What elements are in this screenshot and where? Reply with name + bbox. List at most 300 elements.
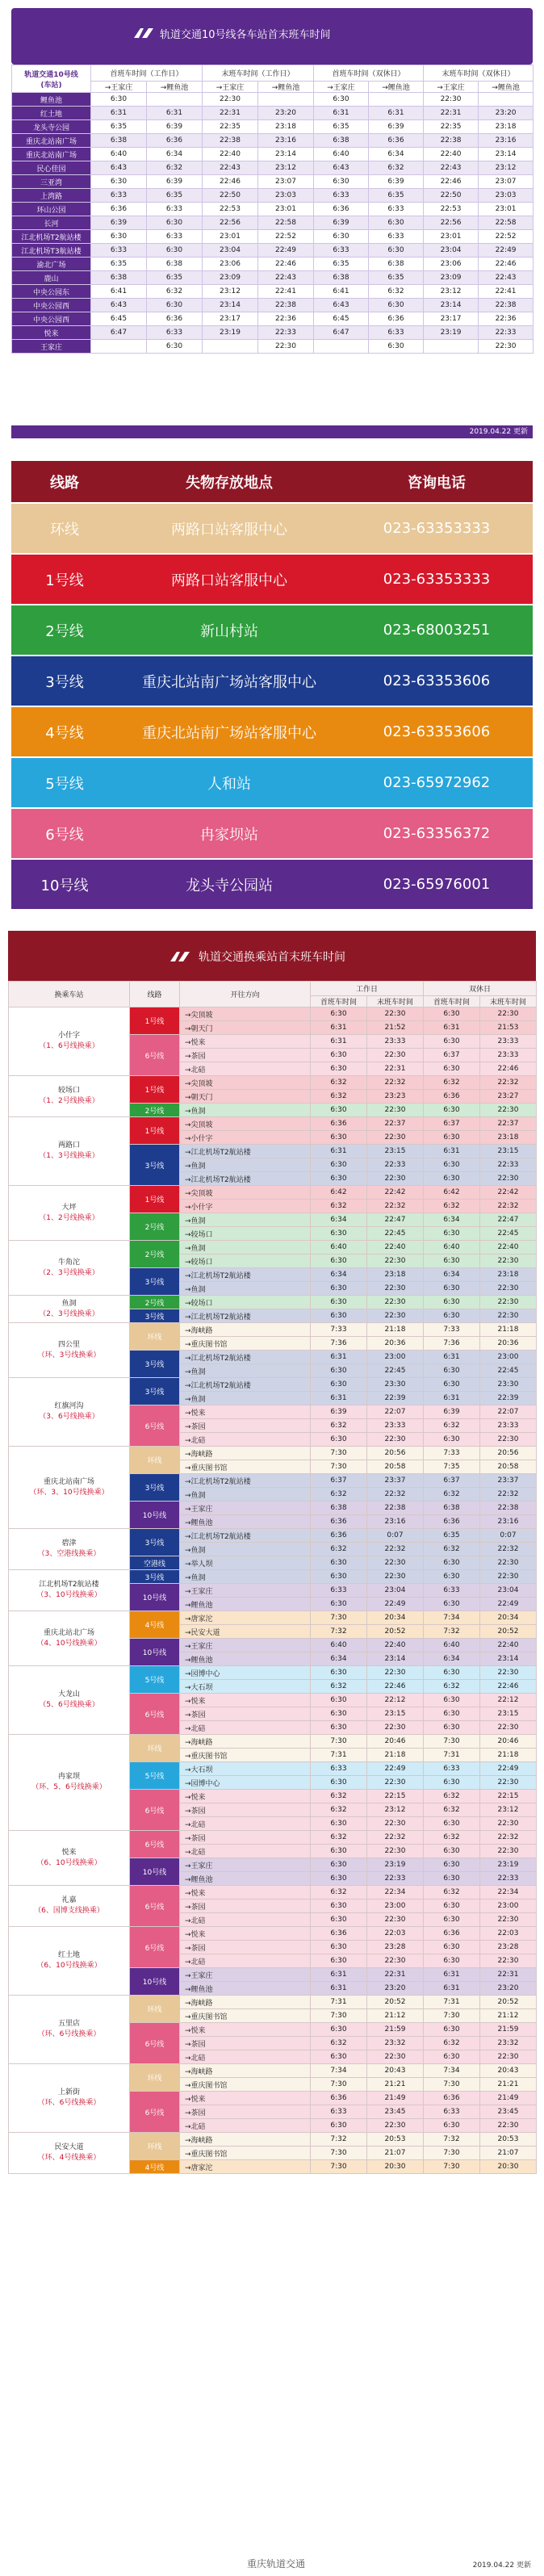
time-cell: 6:40 — [424, 1241, 480, 1254]
time-cell: 23:07 — [258, 175, 314, 189]
time-cell: 23:12 — [424, 285, 479, 299]
direction: →重庆图书馆 — [180, 2078, 311, 2092]
line-badge: 2号线 — [130, 1241, 180, 1268]
transfer-row — [9, 1996, 537, 2009]
time-cell: 22:38 — [367, 1502, 424, 1515]
time-cell: 6:36 — [369, 134, 424, 148]
direction: →海峡路 — [180, 2133, 311, 2147]
time-cell: 6:32 — [311, 2037, 367, 2050]
time-cell: 6:36 — [147, 312, 203, 326]
line-badge: 1号线 — [130, 1076, 180, 1104]
time-cell: 23:12 — [258, 161, 314, 175]
transfer-row — [9, 1735, 537, 1749]
direction: →小什字 — [180, 1200, 311, 1213]
time-cell: 22:42 — [367, 1186, 424, 1200]
time-cell: 22:32 — [367, 1076, 424, 1090]
time-cell: 6:42 — [424, 1186, 480, 1200]
time-cell: 6:30 — [311, 2050, 367, 2064]
time-cell: 23:12 — [480, 1803, 537, 1817]
time-cell: 22:30 — [480, 1721, 537, 1735]
time-cell: 23:04 — [480, 1584, 537, 1598]
time-cell: 6:30 — [424, 1254, 480, 1268]
time-cell: 6:38 — [369, 258, 424, 271]
time-cell: 6:33 — [369, 326, 424, 340]
station-name: 悦来 — [12, 326, 91, 340]
transfer-station — [9, 1996, 130, 2064]
line-badge: 环线 — [130, 1996, 180, 2023]
time-cell: 23:14 — [479, 148, 534, 161]
line10-schedule-section — [0, 0, 544, 454]
station-name: 长河 — [12, 216, 91, 230]
time-cell: 22:30 — [367, 1433, 424, 1447]
time-cell: 6:32 — [424, 1790, 480, 1803]
time-cell: 21:07 — [367, 2147, 424, 2160]
time-cell: 22:32 — [367, 1543, 424, 1556]
line-badge: 环线 — [130, 1735, 180, 1762]
time-cell: 6:34 — [424, 1652, 480, 1666]
direction: →唐家沱 — [180, 1611, 311, 1625]
time-cell: 6:32 — [369, 285, 424, 299]
time-cell: 22:43 — [203, 161, 258, 175]
direction: →江北机场T2航站楼 — [180, 1378, 311, 1392]
time-cell: 22:30 — [480, 1007, 537, 1021]
h-dir: 开往方向 — [180, 982, 311, 1007]
time-cell: 6:40 — [311, 1241, 367, 1254]
transfer-row — [9, 1927, 537, 1941]
line-badge: 3号线 — [130, 1570, 180, 1584]
time-cell: 22:30 — [480, 1570, 537, 1584]
transfer-station — [9, 1831, 130, 1886]
transfer-station — [9, 1076, 130, 1117]
line-badge: 10号线 — [130, 1639, 180, 1666]
time-cell: 6:30 — [311, 1694, 367, 1707]
time-cell: 22:58 — [258, 216, 314, 230]
time-cell — [424, 340, 479, 354]
lost-place: 重庆北站南广场站客服中心 — [118, 656, 341, 706]
time-cell: 6:31 — [311, 1392, 367, 1405]
time-cell: 6:31 — [424, 1145, 480, 1158]
time-cell: 6:34 — [311, 1268, 367, 1282]
h-first: 首班车时间 — [424, 996, 480, 1007]
time-cell: 6:31 — [424, 1968, 480, 1982]
time-cell: 23:37 — [367, 1474, 424, 1488]
lost-found-row — [11, 808, 533, 859]
time-cell: 20:53 — [367, 2133, 424, 2147]
direction: →悦来 — [180, 1790, 311, 1803]
time-cell: 6:36 — [424, 1515, 480, 1529]
time-cell: 6:43 — [91, 299, 147, 312]
time-cell: 6:31 — [424, 1351, 480, 1364]
time-cell: 6:38 — [424, 1502, 480, 1515]
lost-line: 4号线 — [11, 706, 118, 757]
watermark: 重庆轨道交通 — [247, 2558, 306, 2570]
direction: →鱼洞 — [180, 1104, 311, 1117]
lost-found-row — [11, 757, 533, 808]
time-cell: 21:21 — [480, 2078, 537, 2092]
time-cell: 23:04 — [367, 1584, 424, 1598]
time-cell — [203, 340, 258, 354]
time-cell: 6:36 — [314, 203, 369, 216]
time-cell: 6:37 — [424, 1474, 480, 1488]
line-badge: 2号线 — [130, 1296, 180, 1309]
time-cell: 23:06 — [424, 258, 479, 271]
time-cell: 6:31 — [311, 1035, 367, 1049]
transfer-station-name: 两路口 — [57, 1141, 80, 1150]
transfer-station-name: 四公里 — [57, 1340, 80, 1349]
transfer-station-lines: （1、2号线换乘） — [39, 1213, 99, 1222]
time-cell: 22:30 — [480, 1309, 537, 1323]
time-cell: 6:43 — [314, 161, 369, 175]
time-cell: 6:36 — [91, 203, 147, 216]
time-cell: 23:14 — [258, 148, 314, 161]
station-name: 鲤鱼池 — [12, 93, 91, 107]
time-cell: 23:32 — [480, 2037, 537, 2050]
time-cell: 22:41 — [258, 285, 314, 299]
time-cell: 22:46 — [258, 258, 314, 271]
direction: →北碚 — [180, 1062, 311, 1076]
time-cell: 7:30 — [424, 2147, 480, 2160]
direction: →尖顶坡 — [180, 1007, 311, 1021]
line10-row — [12, 175, 534, 189]
direction: →海峡路 — [180, 2064, 311, 2078]
line-badge: 3号线 — [130, 1268, 180, 1296]
time-cell: 6:30 — [91, 175, 147, 189]
time-cell: 6:32 — [311, 1790, 367, 1803]
station-name: 江北机场T3航站楼 — [12, 244, 91, 258]
time-cell: 22:30 — [203, 93, 258, 107]
lost-place: 重庆北站南广场站客服中心 — [118, 706, 341, 757]
direction: →大石坝 — [180, 1762, 311, 1776]
time-cell: 0:07 — [367, 1529, 424, 1543]
time-cell: 22:36 — [258, 312, 314, 326]
line-badge: 环线 — [130, 1447, 180, 1474]
time-cell: 21:53 — [480, 1021, 537, 1035]
time-cell: 6:30 — [311, 1007, 367, 1021]
line10-row — [12, 244, 534, 258]
h-dir: →王家庄 — [314, 82, 369, 93]
time-cell: 6:32 — [424, 1200, 480, 1213]
line10-row — [12, 148, 534, 161]
time-cell: 6:32 — [424, 1488, 480, 1502]
transfer-table — [8, 981, 537, 2174]
time-cell: 7:30 — [311, 2147, 367, 2160]
time-cell: 20:56 — [480, 1447, 537, 1460]
time-cell: 22:47 — [367, 1213, 424, 1227]
time-cell: 22:45 — [367, 1364, 424, 1378]
time-cell: 6:33 — [311, 1762, 367, 1776]
time-cell: 22:45 — [367, 1227, 424, 1241]
time-cell: 6:35 — [91, 258, 147, 271]
time-cell: 6:31 — [311, 1351, 367, 1364]
time-cell: 6:32 — [311, 1680, 367, 1694]
time-cell: 23:28 — [480, 1941, 537, 1954]
time-cell: 6:30 — [311, 1845, 367, 1858]
time-cell: 6:30 — [311, 1858, 367, 1872]
time-cell: 22:45 — [480, 1227, 537, 1241]
line-badge: 5号线 — [130, 1666, 180, 1694]
time-cell: 6:45 — [314, 312, 369, 326]
time-cell: 6:30 — [424, 1296, 480, 1309]
direction: →王家庄 — [180, 1639, 311, 1652]
time-cell: 6:39 — [424, 1405, 480, 1419]
transfer-station-lines: （3、10号线换乘） — [36, 1591, 102, 1599]
time-cell: 20:58 — [480, 1460, 537, 1474]
station-name: 中央公园西 — [12, 312, 91, 326]
time-cell: 22:30 — [480, 1817, 537, 1831]
time-cell: 7:30 — [311, 2078, 367, 2092]
transfer-station — [9, 1447, 130, 1529]
time-cell: 6:32 — [424, 1831, 480, 1845]
lost-place: 龙头寺公园站 — [118, 859, 341, 910]
direction: →重庆图书馆 — [180, 1460, 311, 1474]
time-cell: 6:30 — [311, 1309, 367, 1323]
line-badge: 10号线 — [130, 1858, 180, 1886]
time-cell: 22:30 — [367, 1049, 424, 1062]
metro-logo-icon — [132, 26, 155, 40]
time-cell: 22:38 — [479, 299, 534, 312]
time-cell: 23:20 — [479, 107, 534, 120]
time-cell: 6:33 — [424, 1762, 480, 1776]
line10-banner — [11, 8, 533, 65]
line-badge: 6号线 — [130, 1694, 180, 1735]
time-cell: 21:21 — [367, 2078, 424, 2092]
time-cell: 7:34 — [424, 1611, 480, 1625]
time-cell: 6:35 — [424, 1529, 480, 1543]
time-cell: 6:34 — [311, 1213, 367, 1227]
time-cell: 6:30 — [424, 1845, 480, 1858]
time-cell: 6:30 — [311, 1872, 367, 1886]
time-cell: 22:43 — [479, 271, 534, 285]
time-cell: 6:39 — [369, 175, 424, 189]
time-cell: 22:33 — [480, 1158, 537, 1172]
time-cell — [369, 93, 424, 107]
time-cell: 6:40 — [314, 148, 369, 161]
time-cell: 6:30 — [311, 1954, 367, 1968]
time-cell: 6:36 — [311, 2092, 367, 2105]
time-cell: 6:30 — [424, 1364, 480, 1378]
time-cell: 6:32 — [311, 1831, 367, 1845]
time-cell: 6:30 — [311, 1227, 367, 1241]
transfer-row — [9, 1076, 537, 1090]
transfer-station-lines: （环、3、10号线换乘） — [29, 1488, 109, 1497]
time-cell: 6:32 — [311, 1886, 367, 1900]
line-badge: 3号线 — [130, 1529, 180, 1556]
time-cell: 6:30 — [311, 1049, 367, 1062]
time-cell: 6:30 — [311, 2119, 367, 2133]
time-cell: 7:30 — [424, 1735, 480, 1749]
station-name: 三亚湾 — [12, 175, 91, 189]
time-cell: 6:30 — [311, 1282, 367, 1296]
time-cell: 20:43 — [480, 2064, 537, 2078]
h-dir: →鲤鱼池 — [479, 82, 534, 93]
direction: →悦来 — [180, 2092, 311, 2105]
time-cell: 6:33 — [311, 1584, 367, 1598]
station-name: 重庆北站南广场 — [12, 148, 91, 161]
line10-table — [11, 65, 534, 354]
station-name: 渝北广场 — [12, 258, 91, 271]
time-cell: 23:15 — [480, 1707, 537, 1721]
time-cell: 6:30 — [424, 1707, 480, 1721]
time-cell: 6:30 — [424, 1131, 480, 1145]
time-cell: 23:27 — [480, 1090, 537, 1104]
direction: →悦来 — [180, 1927, 311, 1941]
time-cell: 6:30 — [424, 1433, 480, 1447]
line-badge: 10号线 — [130, 1502, 180, 1529]
time-cell: 22:30 — [480, 1282, 537, 1296]
direction: →鲤鱼池 — [180, 1598, 311, 1611]
h-phone: 咨询电话 — [341, 461, 533, 503]
line10-row — [12, 230, 534, 244]
time-cell: 22:40 — [367, 1639, 424, 1652]
direction: →鱼洞 — [180, 1364, 311, 1378]
time-cell: 6:33 — [147, 326, 203, 340]
time-cell: 22:52 — [258, 230, 314, 244]
time-cell: 6:39 — [311, 1405, 367, 1419]
direction: →茶园 — [180, 2037, 311, 2050]
time-cell: 23:14 — [203, 299, 258, 312]
time-cell: 7:33 — [424, 1447, 480, 1460]
time-cell: 6:30 — [369, 216, 424, 230]
line-badge: 5号线 — [130, 1762, 180, 1790]
time-cell: 22:30 — [367, 1296, 424, 1309]
time-cell: 6:35 — [147, 189, 203, 203]
time-cell: 23:12 — [479, 161, 534, 175]
time-cell: 22:30 — [367, 1954, 424, 1968]
direction: →大石坝 — [180, 1680, 311, 1694]
time-cell: 22:33 — [480, 1872, 537, 1886]
time-cell: 22:47 — [480, 1213, 537, 1227]
time-cell: 22:39 — [367, 1392, 424, 1405]
time-cell: 23:32 — [367, 2037, 424, 2050]
direction: →鲤鱼池 — [180, 1515, 311, 1529]
time-cell: 6:36 — [311, 1529, 367, 1543]
time-cell: 6:30 — [91, 230, 147, 244]
time-cell: 6:38 — [91, 134, 147, 148]
time-cell: 6:37 — [311, 1474, 367, 1488]
line10-row — [12, 312, 534, 326]
time-cell: 22:30 — [367, 1845, 424, 1858]
direction: →重庆图书馆 — [180, 1337, 311, 1351]
transfer-station — [9, 1666, 130, 1735]
time-cell: 6:33 — [91, 189, 147, 203]
transfer-station-lines: （6、10号线换乘） — [36, 1962, 102, 1970]
time-cell: 22:35 — [424, 120, 479, 134]
time-cell: 6:40 — [91, 148, 147, 161]
time-cell: 23:03 — [258, 189, 314, 203]
time-cell: 6:37 — [424, 1049, 480, 1062]
time-cell: 22:38 — [480, 1502, 537, 1515]
station-name: 红土地 — [12, 107, 91, 120]
time-cell: 6:31 — [311, 1021, 367, 1035]
h-station: 换乘车站 — [9, 982, 130, 1007]
line-badge: 6号线 — [130, 1790, 180, 1831]
transfer-station — [9, 2064, 130, 2133]
line10-row — [12, 93, 534, 107]
time-cell: 6:32 — [424, 1543, 480, 1556]
time-cell: 6:30 — [314, 93, 369, 107]
transfer-station-name: 重庆北站南广场 — [43, 1477, 94, 1486]
direction: →重庆图书馆 — [180, 2009, 311, 2023]
time-cell: 23:33 — [480, 1419, 537, 1433]
line-badge: 4号线 — [130, 1611, 180, 1639]
time-cell: 6:43 — [91, 161, 147, 175]
time-cell: 6:35 — [147, 271, 203, 285]
time-cell: 22:40 — [424, 148, 479, 161]
time-cell: 6:30 — [311, 1570, 367, 1584]
time-cell: 21:18 — [480, 1323, 537, 1337]
time-cell: 6:39 — [369, 120, 424, 134]
time-cell: 20:36 — [480, 1337, 537, 1351]
time-cell: 22:52 — [479, 230, 534, 244]
station-name: 江北机场T2航站楼 — [12, 230, 91, 244]
lost-found-section — [0, 454, 544, 931]
time-cell: 6:30 — [147, 299, 203, 312]
time-cell: 6:30 — [311, 1378, 367, 1392]
lost-found-row — [11, 554, 533, 605]
time-cell: 6:30 — [424, 1556, 480, 1570]
time-cell: 6:32 — [147, 285, 203, 299]
time-cell: 22:30 — [480, 1913, 537, 1927]
time-cell: 20:52 — [480, 1625, 537, 1639]
time-cell: 23:28 — [367, 1941, 424, 1954]
time-cell: 22:33 — [367, 1158, 424, 1172]
lost-found-row — [11, 503, 533, 554]
time-cell: 20:52 — [480, 1996, 537, 2009]
time-cell: 6:30 — [314, 230, 369, 244]
direction: →尖顶坡 — [180, 1117, 311, 1131]
time-cell: 6:32 — [311, 1419, 367, 1433]
direction: →鱼洞 — [180, 1213, 311, 1227]
transfer-station — [9, 1117, 130, 1186]
time-cell: 23:45 — [367, 2105, 424, 2119]
metro-logo-icon — [168, 949, 192, 964]
time-cell: 21:07 — [480, 2147, 537, 2160]
time-cell: 7:32 — [424, 2133, 480, 2147]
time-cell: 6:34 — [424, 1268, 480, 1282]
transfer-station-lines: （环、5、6号线换乘） — [31, 1783, 107, 1791]
time-cell: 23:01 — [479, 203, 534, 216]
time-cell: 23:06 — [203, 258, 258, 271]
time-cell: 6:30 — [424, 1227, 480, 1241]
time-cell: 22:46 — [479, 258, 534, 271]
time-cell: 6:30 — [424, 1282, 480, 1296]
time-cell: 6:30 — [424, 1694, 480, 1707]
time-cell: 22:15 — [480, 1790, 537, 1803]
time-cell: 6:31 — [311, 1982, 367, 1996]
line-badge: 环线 — [130, 1323, 180, 1351]
direction: →茶园 — [180, 1419, 311, 1433]
line10-row — [12, 134, 534, 148]
transfer-station — [9, 1296, 130, 1323]
time-cell: 23:14 — [480, 1652, 537, 1666]
time-cell: 6:30 — [424, 1172, 480, 1186]
time-cell: 6:32 — [424, 2037, 480, 2050]
time-cell: 6:36 — [424, 2092, 480, 2105]
time-cell: 22:30 — [479, 340, 534, 354]
line10-update-date: 2019.04.22 更新 — [11, 425, 533, 438]
transfer-station-name: 碧津 — [61, 1539, 77, 1548]
direction: →北碚 — [180, 1721, 311, 1735]
time-cell: 23:00 — [367, 1351, 424, 1364]
time-cell: 6:35 — [314, 258, 369, 271]
time-cell: 23:30 — [367, 1378, 424, 1392]
time-cell: 6:30 — [424, 1666, 480, 1680]
time-cell: 22:30 — [367, 1817, 424, 1831]
time-cell: 6:33 — [147, 230, 203, 244]
time-cell: 23:16 — [479, 134, 534, 148]
direction: →悦来 — [180, 1405, 311, 1419]
time-cell: 23:19 — [480, 1858, 537, 1872]
